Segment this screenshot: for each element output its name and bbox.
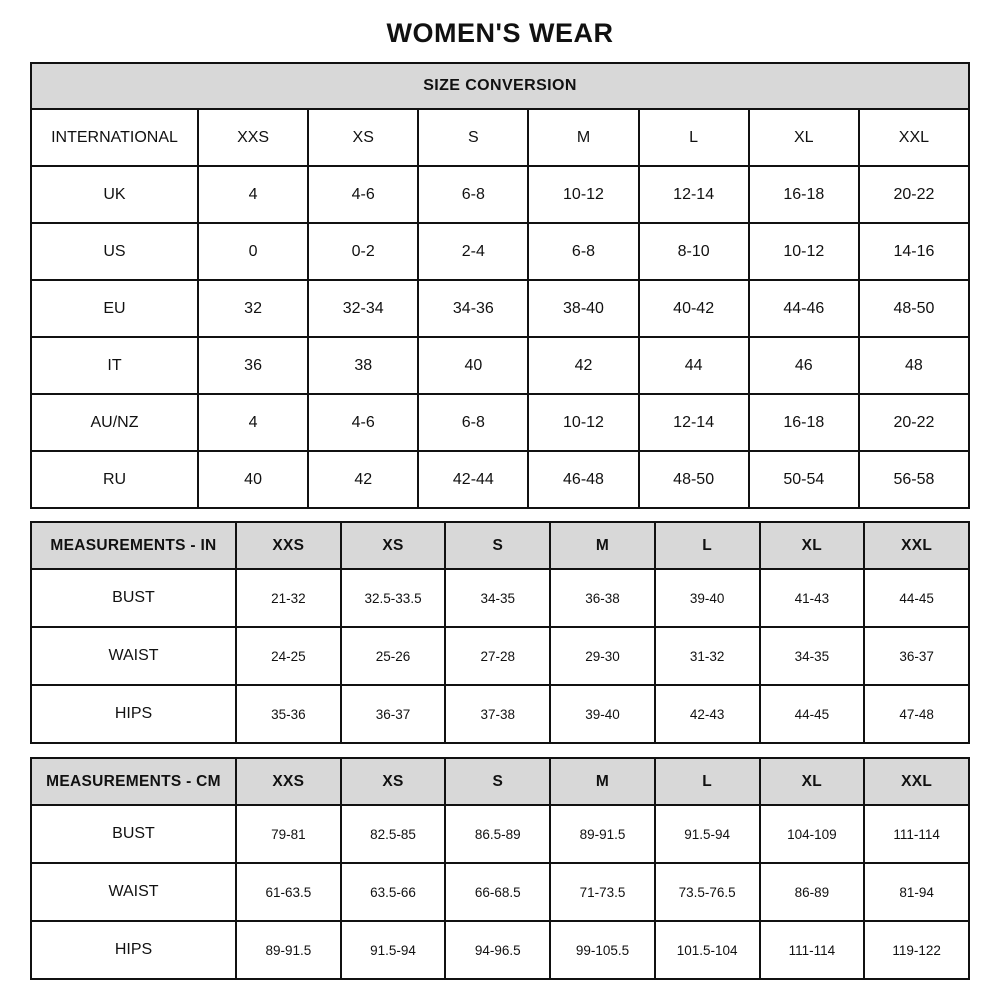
column-header: M	[550, 758, 655, 805]
size-cell: M	[528, 109, 638, 166]
table-row	[31, 451, 969, 508]
measurement-cell: 24-25	[236, 627, 341, 685]
table-row	[31, 166, 969, 223]
row-label: HIPS	[31, 921, 236, 979]
measurement-cell: 101.5-104	[655, 921, 760, 979]
size-conversion-header: SIZE CONVERSION	[31, 63, 969, 109]
size-cell: 10-12	[749, 223, 859, 280]
size-cell: XL	[749, 109, 859, 166]
table-header-row	[31, 63, 969, 109]
measurement-cell: 81-94	[864, 863, 969, 921]
measurement-cell: 36-37	[341, 685, 446, 743]
measurement-cell: 79-81	[236, 805, 341, 863]
measurement-cell: 42-43	[655, 685, 760, 743]
measurement-cell: 89-91.5	[550, 805, 655, 863]
measurements-in-table	[30, 521, 970, 744]
size-cell: 16-18	[749, 166, 859, 223]
measurement-cell: 36-37	[864, 627, 969, 685]
size-cell: 44	[639, 337, 749, 394]
row-label: BUST	[31, 805, 236, 863]
measurement-cell: 99-105.5	[550, 921, 655, 979]
row-label: EU	[31, 280, 198, 337]
column-header: M	[550, 522, 655, 569]
measurement-cell: 86.5-89	[445, 805, 550, 863]
size-cell: 0	[198, 223, 308, 280]
table-row	[31, 685, 969, 743]
size-cell: 4	[198, 394, 308, 451]
measurement-cell: 37-38	[445, 685, 550, 743]
measurements-in-header: MEASUREMENTS - IN	[31, 522, 236, 569]
size-conversion-table	[30, 62, 970, 509]
measurement-cell: 32.5-33.5	[341, 569, 446, 627]
measurement-cell: 36-38	[550, 569, 655, 627]
size-cell: 36	[198, 337, 308, 394]
size-cell: 0-2	[308, 223, 418, 280]
measurement-cell: 44-45	[760, 685, 865, 743]
table-row	[31, 627, 969, 685]
size-cell: L	[639, 109, 749, 166]
column-header: XXL	[864, 522, 969, 569]
table-row	[31, 223, 969, 280]
table-row	[31, 863, 969, 921]
size-cell: 2-4	[418, 223, 528, 280]
measurement-cell: 29-30	[550, 627, 655, 685]
size-cell: 20-22	[859, 166, 969, 223]
size-cell: 44-46	[749, 280, 859, 337]
column-header: XS	[341, 758, 446, 805]
size-cell: 40	[198, 451, 308, 508]
row-label: WAIST	[31, 863, 236, 921]
size-cell: 14-16	[859, 223, 969, 280]
size-cell: 4	[198, 166, 308, 223]
measurement-cell: 27-28	[445, 627, 550, 685]
size-cell: 6-8	[418, 166, 528, 223]
size-cell: 4-6	[308, 394, 418, 451]
size-cell: 38	[308, 337, 418, 394]
size-cell: 42	[528, 337, 638, 394]
column-header: XXS	[236, 758, 341, 805]
size-cell: 32-34	[308, 280, 418, 337]
column-header: XL	[760, 758, 865, 805]
table-row	[31, 280, 969, 337]
row-label: RU	[31, 451, 198, 508]
measurement-cell: 63.5-66	[341, 863, 446, 921]
measurement-cell: 21-32	[236, 569, 341, 627]
measurement-cell: 89-91.5	[236, 921, 341, 979]
measurement-cell: 94-96.5	[445, 921, 550, 979]
measurement-cell: 39-40	[550, 685, 655, 743]
measurement-cell: 25-26	[341, 627, 446, 685]
size-cell: 46-48	[528, 451, 638, 508]
measurement-cell: 39-40	[655, 569, 760, 627]
measurement-cell: 66-68.5	[445, 863, 550, 921]
measurement-cell: 91.5-94	[655, 805, 760, 863]
size-cell: 40	[418, 337, 528, 394]
row-label: US	[31, 223, 198, 280]
measurement-cell: 34-35	[760, 627, 865, 685]
size-cell: 48	[859, 337, 969, 394]
column-header: XXL	[864, 758, 969, 805]
page-title: WOMEN'S WEAR	[386, 18, 614, 48]
size-cell: 6-8	[418, 394, 528, 451]
size-cell: 48-50	[639, 451, 749, 508]
row-label: UK	[31, 166, 198, 223]
size-cell: 32	[198, 280, 308, 337]
size-cell: 34-36	[418, 280, 528, 337]
row-label: AU/NZ	[31, 394, 198, 451]
size-cell: 10-12	[528, 394, 638, 451]
measurement-cell: 31-32	[655, 627, 760, 685]
size-cell: 10-12	[528, 166, 638, 223]
size-cell: 38-40	[528, 280, 638, 337]
size-cell: 42-44	[418, 451, 528, 508]
measurement-cell: 111-114	[760, 921, 865, 979]
size-cell: 50-54	[749, 451, 859, 508]
measurement-cell: 111-114	[864, 805, 969, 863]
size-cell: 12-14	[639, 394, 749, 451]
table-row	[31, 569, 969, 627]
measurement-cell: 61-63.5	[236, 863, 341, 921]
size-cell: 46	[749, 337, 859, 394]
table-header-row	[31, 758, 969, 805]
size-cell: XXS	[198, 109, 308, 166]
measurement-cell: 119-122	[864, 921, 969, 979]
measurements-cm-table	[30, 757, 970, 980]
size-cell: 48-50	[859, 280, 969, 337]
row-label: WAIST	[31, 627, 236, 685]
size-cell: S	[418, 109, 528, 166]
size-cell: 12-14	[639, 166, 749, 223]
table-row	[31, 921, 969, 979]
measurement-cell: 91.5-94	[341, 921, 446, 979]
row-label: IT	[31, 337, 198, 394]
column-header: XXS	[236, 522, 341, 569]
size-cell: 4-6	[308, 166, 418, 223]
measurement-cell: 104-109	[760, 805, 865, 863]
measurement-cell: 82.5-85	[341, 805, 446, 863]
row-label: HIPS	[31, 685, 236, 743]
measurement-cell: 35-36	[236, 685, 341, 743]
size-cell: XXL	[859, 109, 969, 166]
table-row	[31, 337, 969, 394]
size-cell: XS	[308, 109, 418, 166]
size-cell: 40-42	[639, 280, 749, 337]
table-row	[31, 805, 969, 863]
size-cell: 16-18	[749, 394, 859, 451]
table-row	[31, 109, 969, 166]
size-cell: 6-8	[528, 223, 638, 280]
measurements-cm-header: MEASUREMENTS - CM	[31, 758, 236, 805]
column-header: XL	[760, 522, 865, 569]
column-header: XS	[341, 522, 446, 569]
measurement-cell: 41-43	[760, 569, 865, 627]
measurement-cell: 86-89	[760, 863, 865, 921]
measurement-cell: 44-45	[864, 569, 969, 627]
column-header: S	[445, 522, 550, 569]
measurement-cell: 34-35	[445, 569, 550, 627]
measurement-cell: 71-73.5	[550, 863, 655, 921]
size-cell: 20-22	[859, 394, 969, 451]
row-label: INTERNATIONAL	[31, 109, 198, 166]
column-header: L	[655, 758, 760, 805]
size-cell: 56-58	[859, 451, 969, 508]
size-cell: 8-10	[639, 223, 749, 280]
measurement-cell: 73.5-76.5	[655, 863, 760, 921]
column-header: S	[445, 758, 550, 805]
table-row	[31, 394, 969, 451]
measurement-cell: 47-48	[864, 685, 969, 743]
row-label: BUST	[31, 569, 236, 627]
table-header-row	[31, 522, 969, 569]
column-header: L	[655, 522, 760, 569]
size-cell: 42	[308, 451, 418, 508]
